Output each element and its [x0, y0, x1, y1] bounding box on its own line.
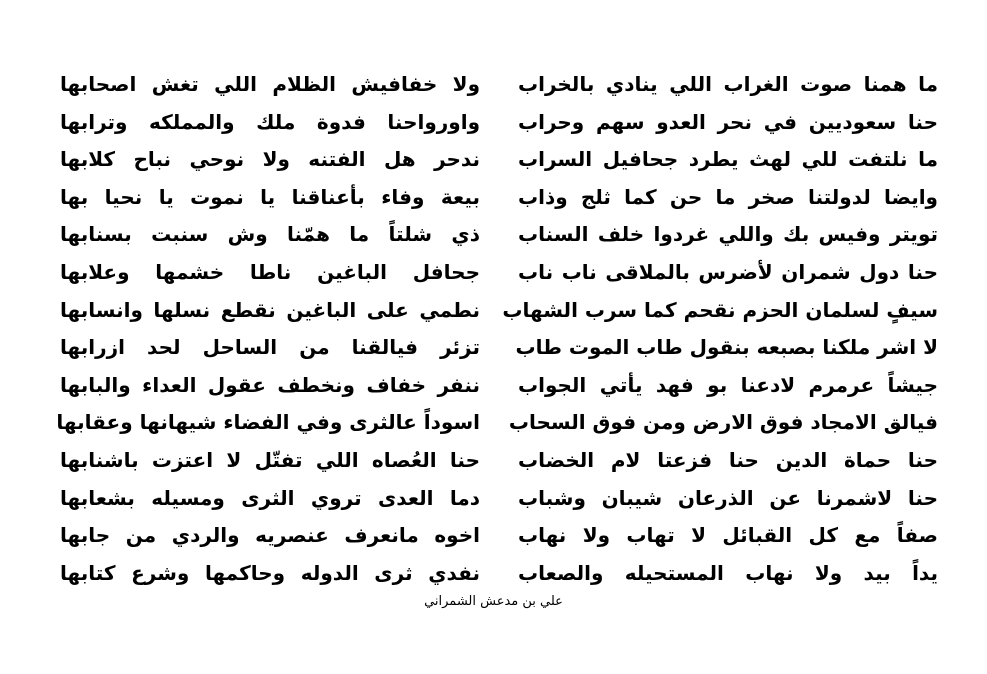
verse-left-10: اسوداً عالثرى وفي الفضاء شيهانها وعقابها: [56, 410, 480, 435]
verse-right-11: حنا حماة الدين حنا فزعتا لام الخضاب: [518, 447, 938, 472]
verse-right-9: جيشاً عرمرم لادعنا بو فهد يأتي الجواب: [518, 372, 938, 397]
verse-left-12: دما العدى تروي الثرى ومسيله بشعابها: [60, 485, 480, 510]
verse-left-2: واورواحنا فدوة ملك والمملكه وترابها: [60, 109, 480, 134]
verse-right-10: فيالق الامجاد فوق الارض ومن فوق السحاب: [508, 410, 938, 435]
verse-left-1: ولا خفافيش الظلام اللي تغش اصحابها: [60, 72, 480, 96]
verse-right-1: ما همنا صوت الغراب اللي ينادي بالخراب: [518, 72, 938, 96]
verse-right-12: حنا لاشمرنا عن الذرعان شيبان وشباب: [518, 485, 938, 510]
verse-right-6: حنا دول شمران لأضرس بالملاقى ناب ناب: [518, 259, 938, 284]
verse-right-7: سيفٍ لسلمان الحزم نقحم كما سرب الشهاب: [502, 297, 938, 322]
poem-left-column: [56, 66, 480, 592]
poem-right-column: [502, 66, 938, 592]
verse-left-7: نطمي على الباغين نقطع نسلها وانسابها: [60, 297, 480, 322]
author-signature: علي بن مدعش الشمراني: [424, 594, 563, 609]
verse-right-8: لا اشر ملكنا بصبعه بنقول طاب الموت طاب: [515, 335, 938, 360]
verse-left-6: جحافل الباغين ناطا خشمها وعلابها: [60, 259, 480, 284]
verse-left-8: تزئر فيالقنا من الساحل لحد ازرابها: [60, 335, 480, 360]
verse-left-4: بيعة وفاء بأعناقنا يا نموت يا نحيا بها: [60, 184, 480, 209]
verse-right-2: حنا سعوديين في نحر العدو سهم وحراب: [518, 109, 938, 134]
verse-left-3: ندحر هل الفتنه ولا نوحي نباح كلابها: [60, 147, 480, 172]
verse-left-13: اخوه مانعرف عنصريه والردي من جابها: [60, 523, 480, 548]
verse-left-11: حنا العُصاه اللي تفتّل لا اعتزت باشنابها: [60, 447, 480, 472]
verse-left-9: ننفر خفاف ونخطف عقول العداء والبابها: [60, 372, 480, 397]
verse-right-4: وايضا لدولتنا صخر ما حن كما ثلج وذاب: [518, 184, 938, 209]
verse-right-3: ما نلتفت للي لهث يطرد جحافيل السراب: [518, 147, 938, 172]
verse-right-13: صفاً مع كل القبائل لا تهاب ولا نهاب: [518, 523, 938, 548]
verse-right-14: يداً بيد ولا نهاب المستحيله والصعاب: [518, 560, 938, 585]
verse-left-14: نفدي ثرى الدوله وحاكمها وشرع كتابها: [60, 560, 480, 585]
verse-left-5: ذي شلتاً ما همّنا وش سنبت بسنابها: [60, 222, 480, 247]
verse-right-5: تويتر وفيس بك واللي غردوا خلف السناب: [518, 222, 938, 247]
